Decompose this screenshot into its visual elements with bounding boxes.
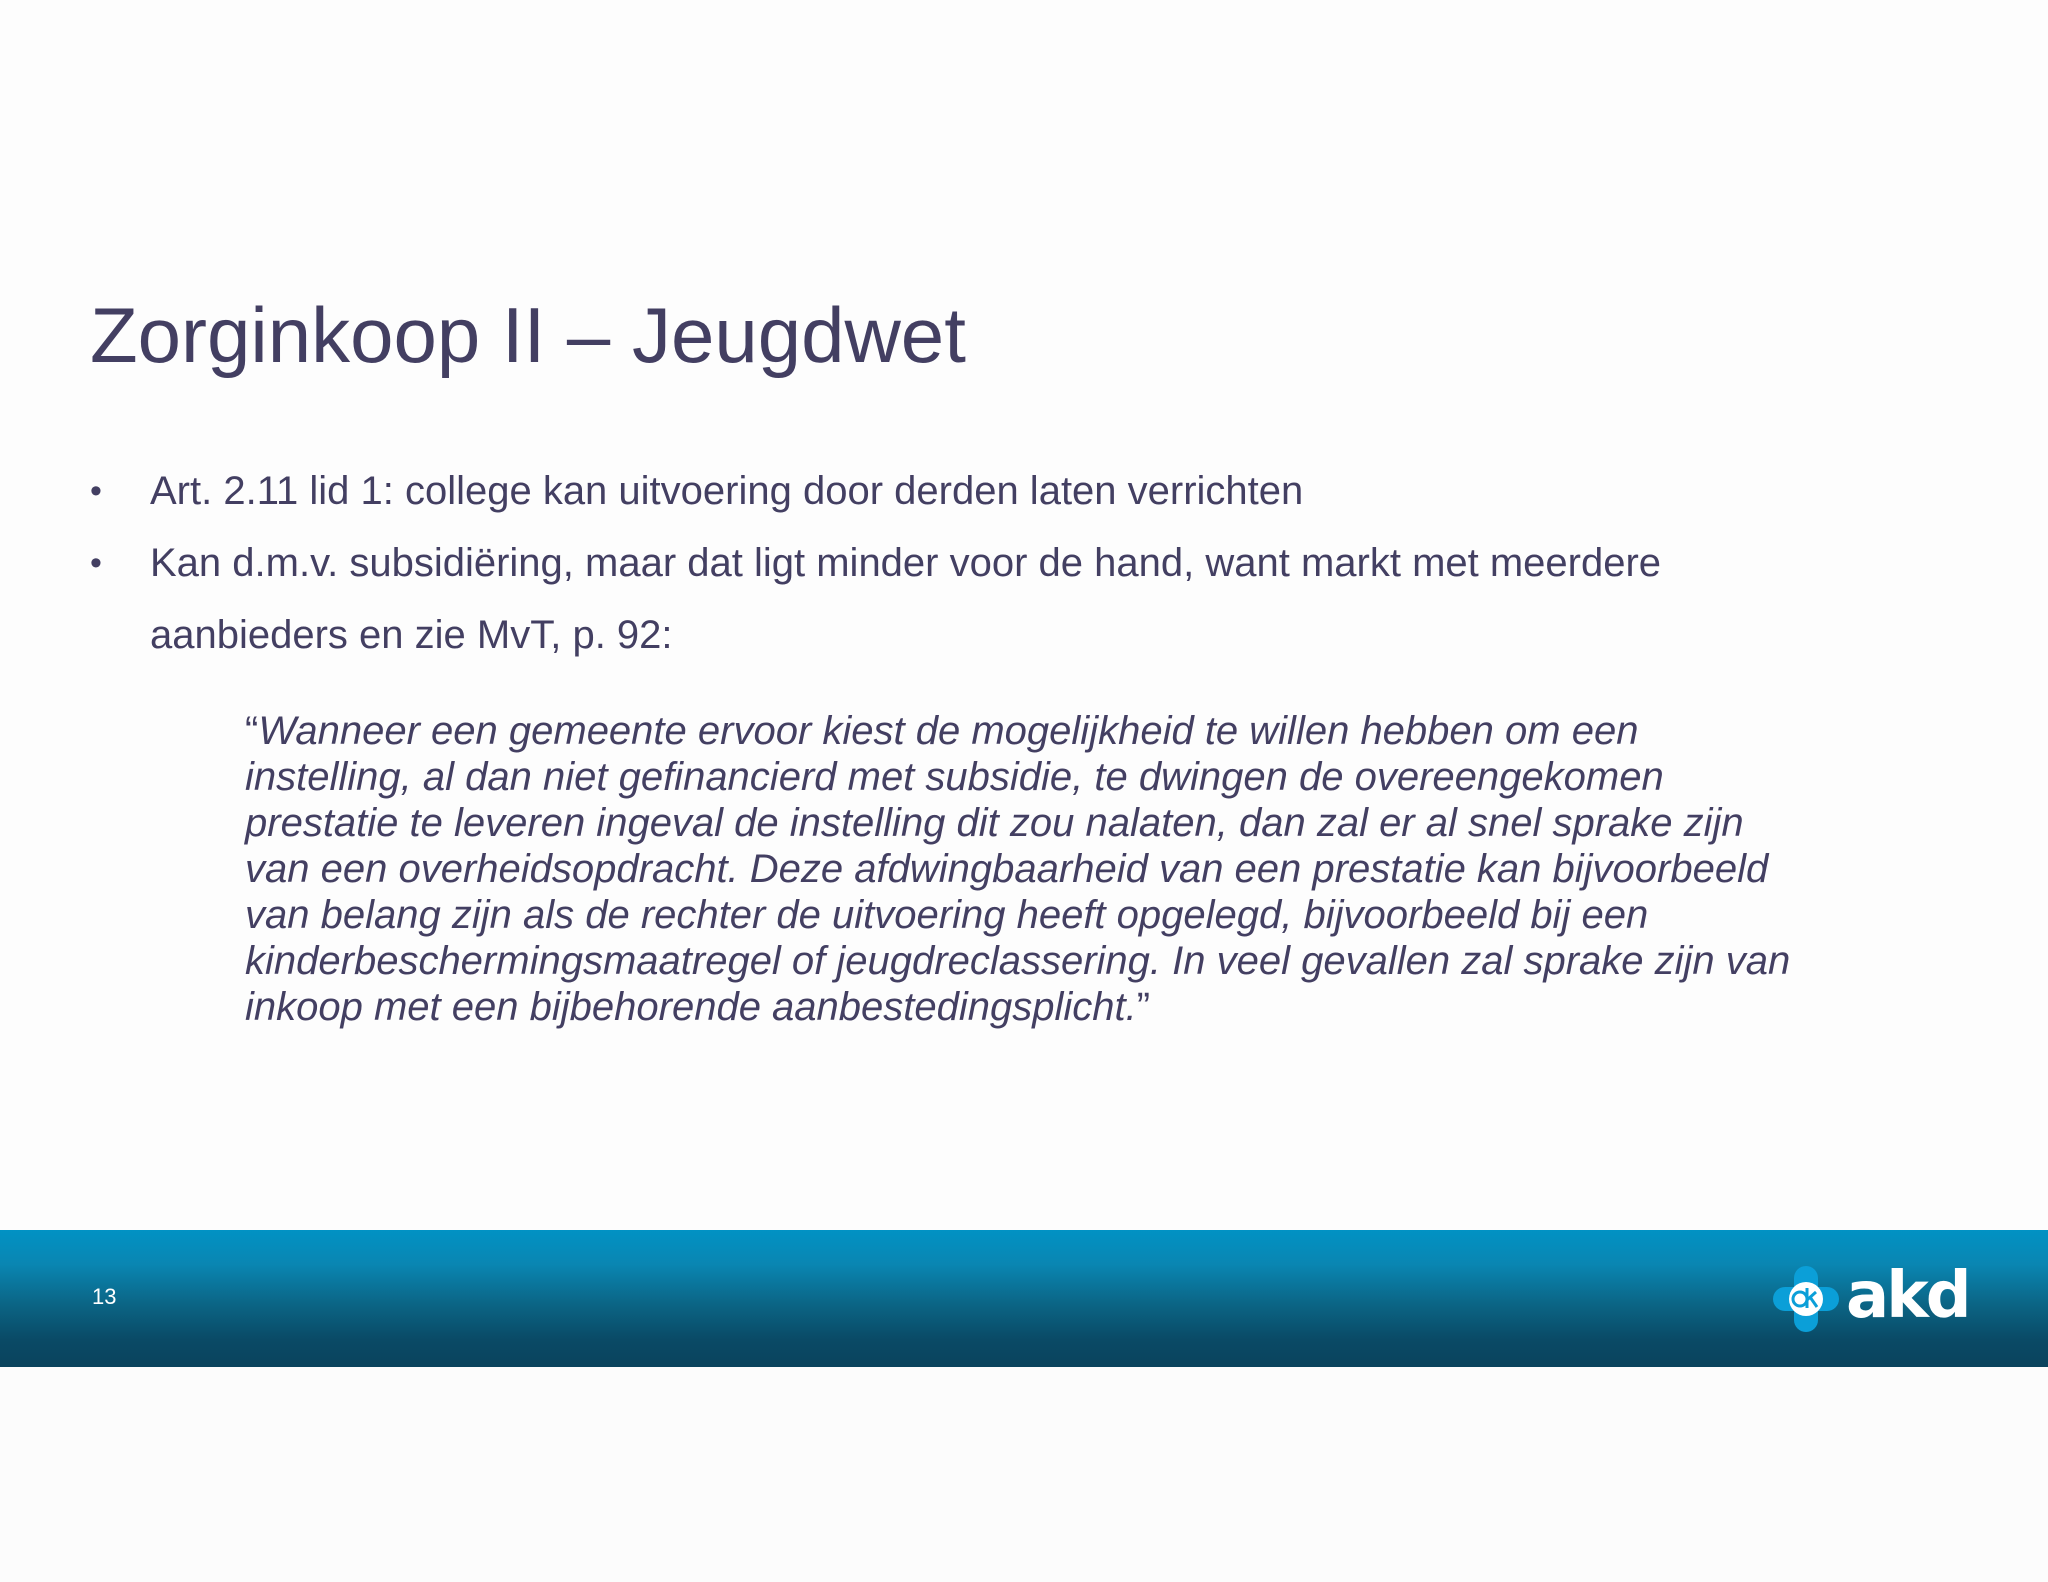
akd-logo-text: akd bbox=[1846, 1259, 1969, 1333]
quote-block bbox=[245, 708, 1805, 1030]
quote-text: Wanneer een gemeente ervoor kiest de mogelijkheid te willen hebben om een instelling, al dan niet gefinancierd met subsidie, te dwingen de overeengekomen prestatie te leveren ingeval de instelling dit zou nalaten, dan zal er al snel sprake zijn van een overheidsopdracht. Deze afdwingbaarheid van een prestatie kan bijvoorbeeld van belang zijn als de rechter de uitvoering heeft opgelegd, bijvoorbeeld bij een kinderbeschermingsmaatregel of jeugdreclassering. In veel gevallen zal sprake zijn van inkoop met een bijbehorende aanbestedingsplicht. bbox=[245, 709, 1791, 1029]
footer-band bbox=[0, 1230, 2048, 1367]
bullet-text: Art. 2.11 lid 1: college kan uitvoering door derden laten verrichten bbox=[150, 469, 1304, 513]
bottom-margin bbox=[0, 1367, 2048, 1582]
bullet-marker: • bbox=[90, 472, 102, 510]
slide-title: Zorginkoop II – Jeugdwet bbox=[90, 291, 966, 379]
quote-open-mark: “ bbox=[245, 709, 259, 753]
page-number: 13 bbox=[92, 1284, 117, 1309]
bullet-text: Kan d.m.v. subsidiëring, maar dat ligt minder voor de hand, want markt met meerdere aanbieders en zie MvT, p. 92: bbox=[150, 541, 1662, 657]
bullet-item bbox=[90, 527, 1790, 671]
quote-close-mark: ” bbox=[1136, 985, 1151, 1029]
akd-logo bbox=[1770, 1259, 1970, 1334]
bullet-marker: • bbox=[90, 544, 102, 582]
akd-logo-icon bbox=[1770, 1264, 1842, 1334]
bullet-item bbox=[90, 455, 1790, 527]
bullet-list bbox=[90, 455, 1790, 671]
